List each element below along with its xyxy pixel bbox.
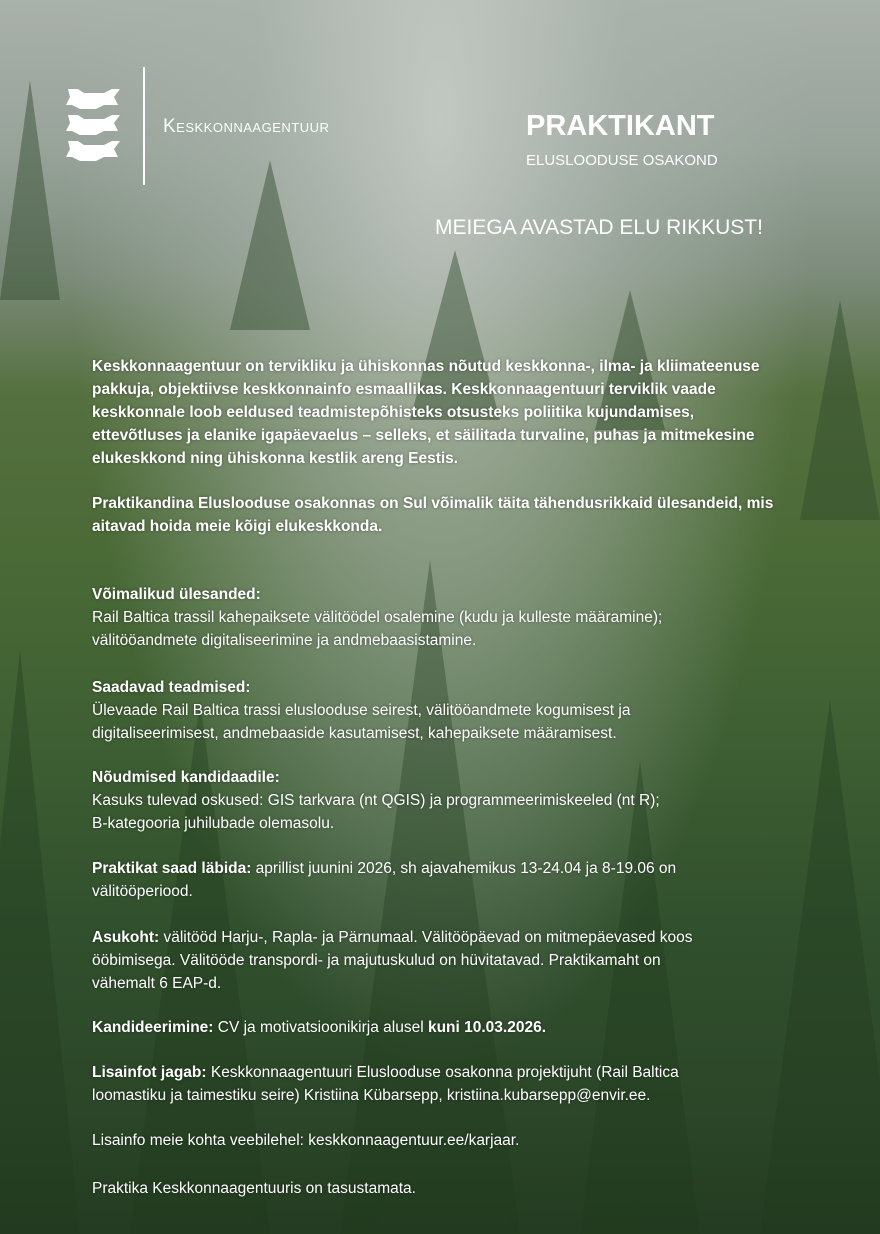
text-line: B-kategooria juhilubade olemasolu. [92, 815, 335, 832]
contact-email-line: loomastiku ja taimestiku seire) Kristiina Kübarsepp, kristiina.kubarsepp@envir.ee. [92, 1087, 651, 1104]
job-title: PRAKTIKANT [526, 110, 715, 142]
section-heading: Saadavad teadmised: [92, 679, 251, 696]
location-label: Asukoht: [92, 929, 160, 946]
text-line: välitööd Harju-, Rapla- ja Pärnumaal. Välitööpäevad on mitmepäevased koos [159, 929, 693, 946]
text-line: Ülevaade Rail Baltica trassi elusloodusе seirest, välitööandmete kogumisest ja [92, 702, 631, 719]
text-line: Praktikandina Elusloodusе osakonnas on Sul võimalik täita tähendusrikkaid ülesandeid, mis [92, 495, 774, 512]
section-knowledge [92, 676, 630, 745]
deadline: kuni 10.03.2026. [427, 1019, 547, 1036]
section-contact [92, 1061, 679, 1107]
slogan: MEIEGA AVASTAD ELU RIKKUST! [435, 216, 763, 239]
text-line: Kasuks tulevad oskused: GIS tarkvara (nt QGIS) ja programmeerimiskeeled (nt R); [92, 792, 660, 809]
intro-paragraph [92, 355, 760, 470]
section-requirements [92, 766, 660, 835]
text-line: Rail Baltica trassil kahepaiksete välitöödel osalemine (kudu ja kulleste määramine); [92, 609, 663, 626]
text-line: digitaliseerimisest, andmebaaside kasutamisest, kahepaiksete määramisest. [92, 725, 617, 742]
contact-label: Lisainfot jagab: [92, 1064, 207, 1081]
section-period [92, 857, 676, 903]
section-tasks [92, 583, 662, 652]
application-label: Kandideerimine: [92, 1019, 214, 1036]
website-line: Lisainfo meie kohta veebilehel: keskkonnaagentuur.ee/karjaar. [92, 1132, 520, 1149]
section-heading: Nõudmised kandidaadile: [92, 769, 280, 786]
department: ELUSLOODUSE OSAKOND [526, 152, 718, 169]
estonian-coat-of-arms-logo [64, 85, 124, 165]
text-line: välitööandmete digitaliseerimine ja andmebaasistamine. [92, 632, 477, 649]
text-line: Keskkonnaagentuuri Elusloodusе osakonna projektijuht (Rail Baltica [206, 1064, 679, 1081]
text-line: aitavad hoida meie kõigi elukeskkonda. [92, 518, 383, 535]
text-line: vähemalt 6 EAP-d. [92, 975, 222, 992]
text-line: ööbimisega. Välitööde transpordi- ja majutuskulud on hüvitatavad. Praktikamaht on [92, 952, 661, 969]
intro-paragraph-2 [92, 492, 773, 538]
text-line: keskkonnale loob eeldused teadmistepõhisteks otsusteks poliitika kujundamises, [92, 404, 695, 421]
section-location [92, 926, 693, 995]
text-line: välitööperiood. [92, 883, 193, 900]
text-line: Keskkonnaagentuur on tervikliku ja ühiskonnas nõutud keskkonna-, ilma- ja kliimateenuse [92, 358, 760, 375]
unpaid-note: Praktika Keskkonnaagentuuris on tasustamata. [92, 1180, 416, 1197]
text-line: pakkuja, objektiivse keskkonnainfo esmaallikas. Keskkonnaagentuuri terviklik vaade [92, 381, 716, 398]
section-application [92, 1016, 546, 1039]
text-line: elukeskkond ning ühiskonna kestlik areng Eestis. [92, 450, 459, 467]
text-line: CV ja motivatsioonikirja alusel [213, 1019, 428, 1036]
logo-divider [143, 67, 145, 185]
org-name: Keskkonnaagentuur [163, 116, 330, 137]
text-line: aprillist juunini 2026, sh ajavahemikus 13-24.04 ja 8-19.06 on [251, 860, 677, 877]
section-heading: Võimalikud ülesanded: [92, 586, 261, 603]
text-line: ettevõtluses ja elanike igapäevaelus – selleks, et säilitada turvaline, puhas ja mitmekesine [92, 427, 755, 444]
period-label: Praktikat saad läbida: [92, 860, 252, 877]
